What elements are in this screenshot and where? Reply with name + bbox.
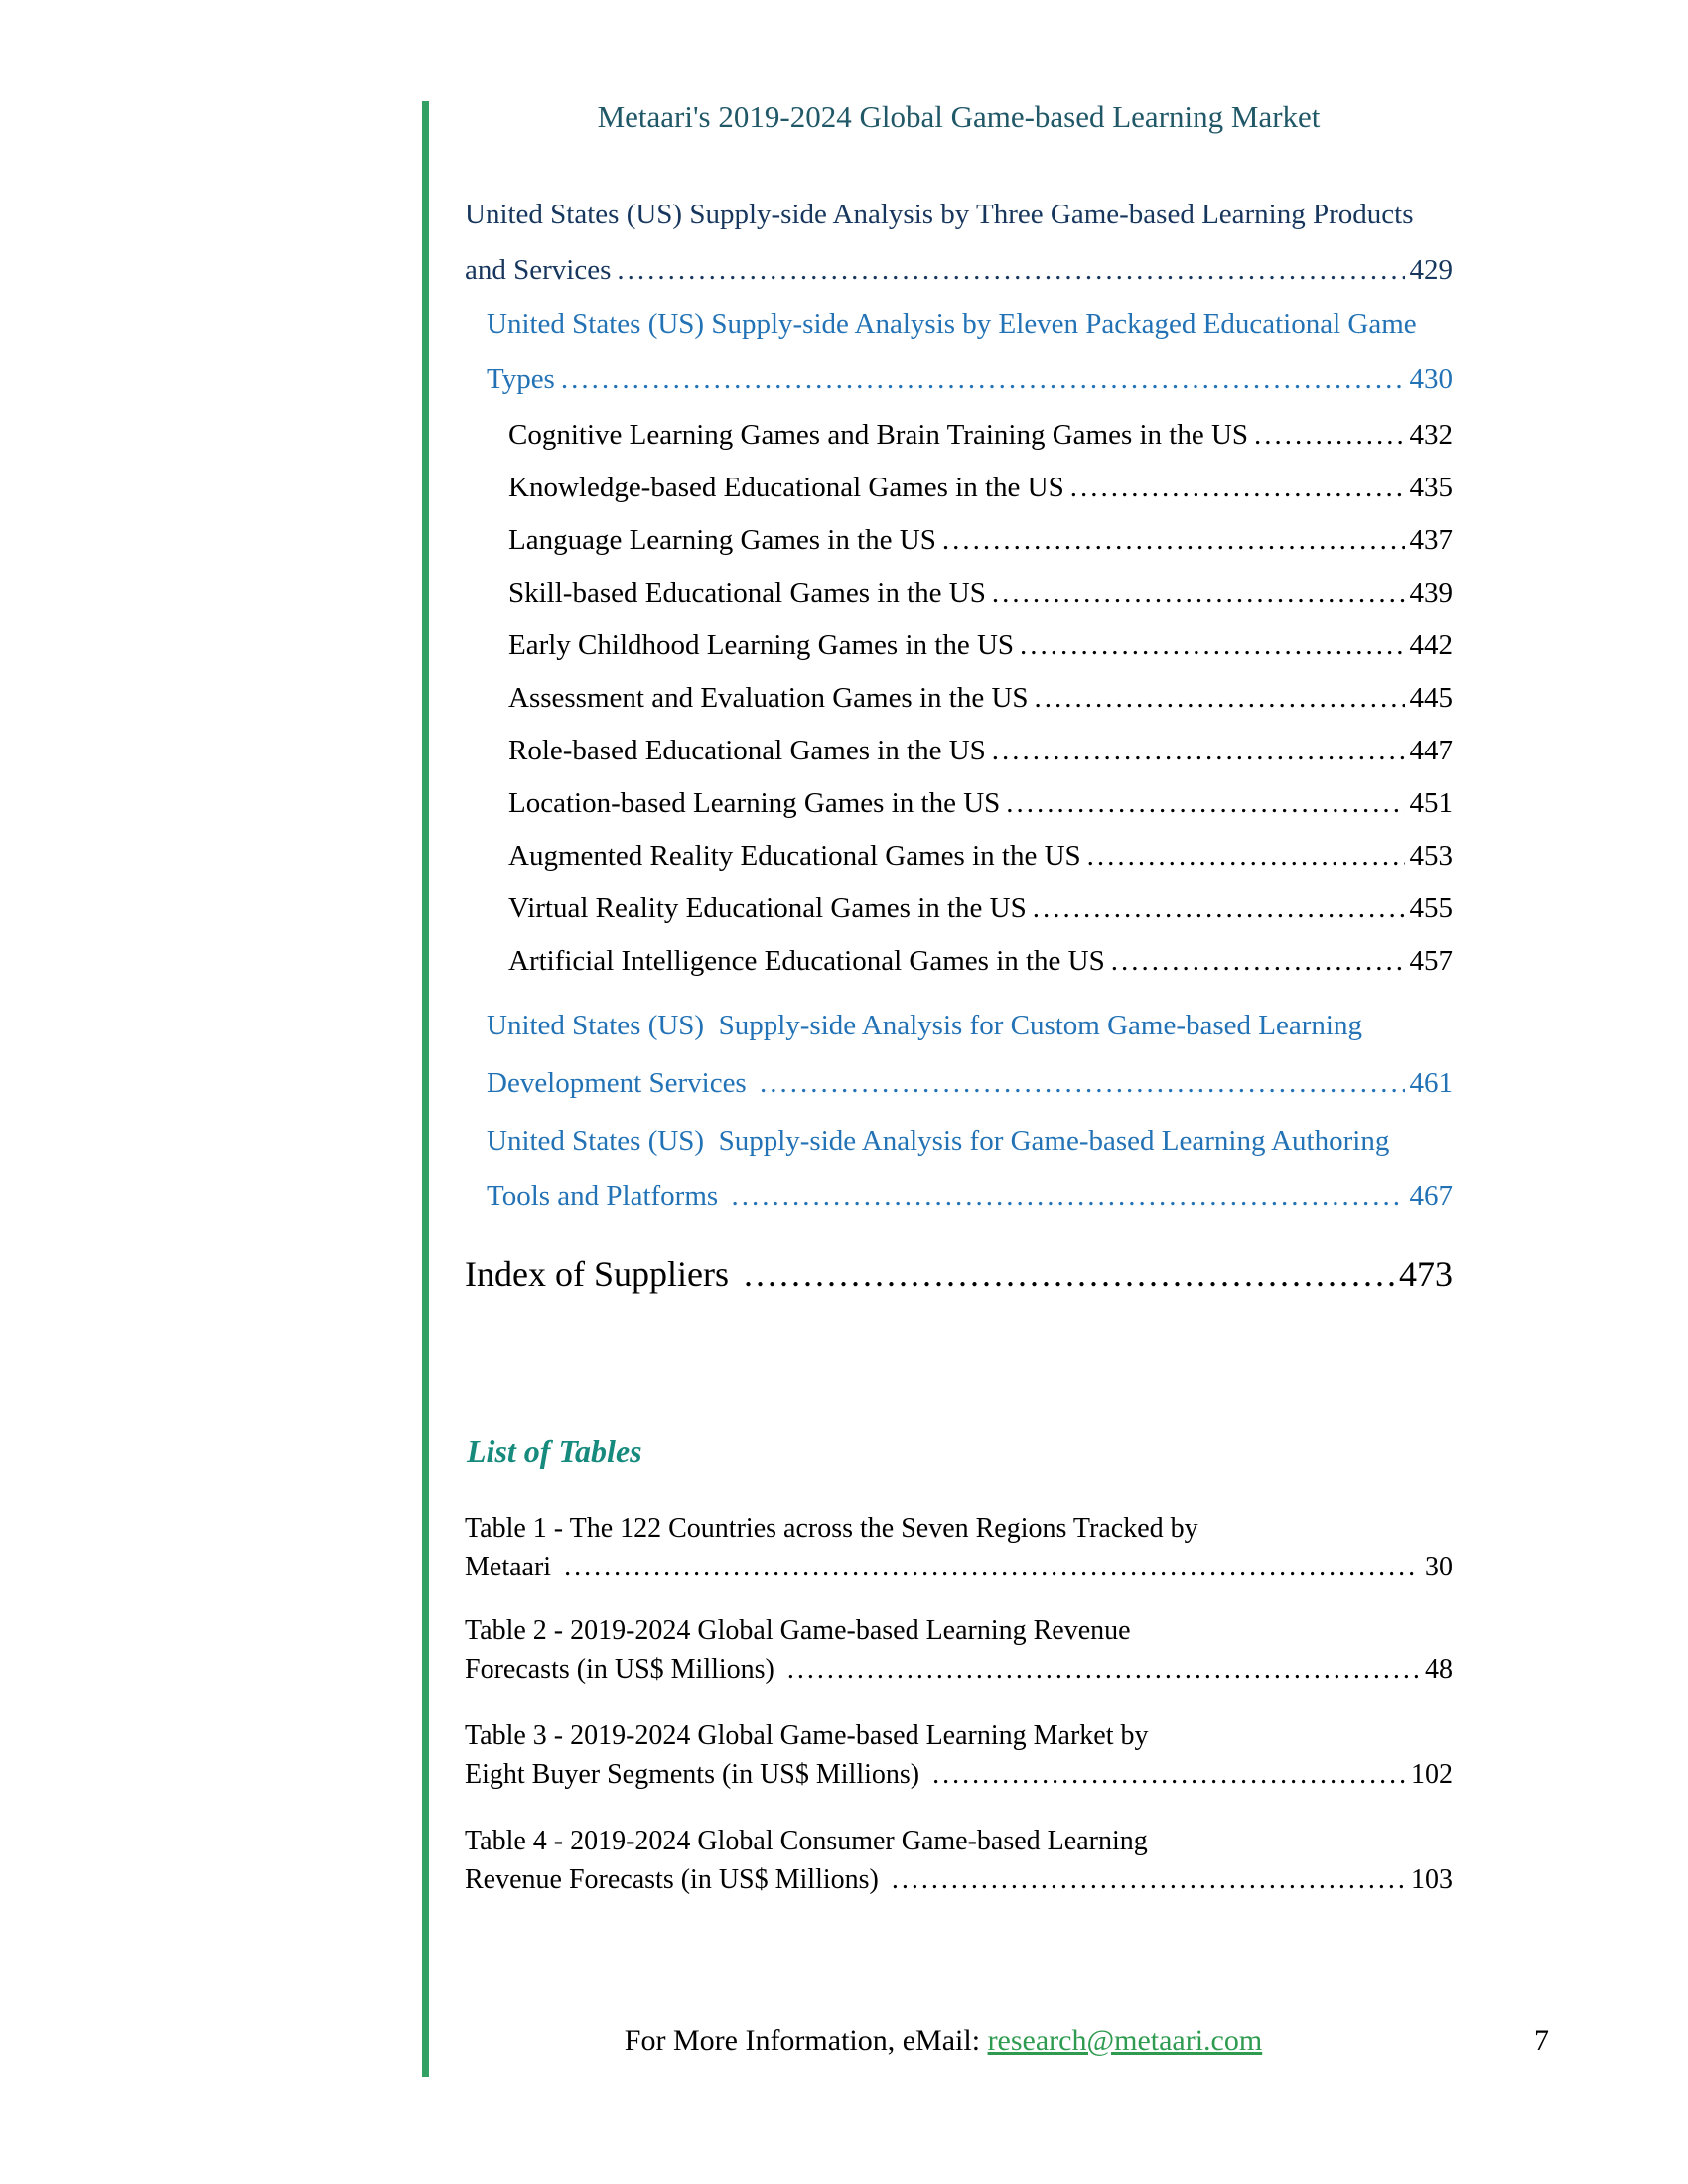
table-page-number: 103	[1411, 1864, 1453, 1895]
table-entry-3-line1[interactable]: Table 3 - 2019-2024 Global Game-based Learning Market by	[465, 1720, 1149, 1751]
toc-entry-early-childhood-games[interactable]	[508, 625, 1453, 665]
table-entry-text: Eight Buyer Segments (in US$ Millions)	[465, 1759, 927, 1790]
toc-page-number: 437	[1409, 524, 1453, 556]
toc-entry-knowledge-games[interactable]	[508, 468, 1453, 507]
toc-page-number: 453	[1409, 840, 1453, 872]
toc-entry-eleven-game-types-line2[interactable]	[487, 359, 1453, 399]
toc-page-number: 451	[1409, 787, 1453, 819]
toc-entry-text: Assessment and Evaluation Games in the US	[508, 682, 1029, 714]
toc-entry-text: Augmented Reality Educational Games in the US	[508, 840, 1081, 872]
toc-page-number: 435	[1409, 472, 1453, 503]
toc-entry-text: Tools and Platforms	[487, 1180, 726, 1212]
toc-entry-text: Language Learning Games in the US	[508, 524, 936, 556]
toc-entry-text: and Services	[465, 254, 612, 286]
toc-page-number: 432	[1409, 419, 1453, 451]
dot-leader	[932, 1756, 1406, 1794]
toc-entry-text: Role-based Educational Games in the US	[508, 735, 986, 766]
toc-entry-custom-development-line2[interactable]	[487, 1063, 1453, 1103]
list-of-tables-heading: List of Tables	[467, 1433, 642, 1469]
toc-entry-three-products-line2[interactable]	[465, 250, 1453, 290]
toc-entry-text: Virtual Reality Educational Games in the US	[508, 892, 1027, 924]
dot-leader	[1006, 783, 1404, 823]
toc-entry-ai-games[interactable]	[508, 941, 1453, 981]
toc-entry-three-products-line1[interactable]: United States (US) Supply-side Analysis by Three Game-based Learning Products	[465, 199, 1414, 230]
toc-entry-text: Location-based Learning Games in the US	[508, 787, 1001, 819]
toc-entry-role-games[interactable]	[508, 731, 1453, 770]
toc-entry-assessment-games[interactable]	[508, 678, 1453, 718]
toc-entry-text: Early Childhood Learning Games in the US	[508, 629, 1015, 661]
dot-leader	[1070, 468, 1405, 507]
dot-leader	[1087, 836, 1405, 876]
table-entry-4-line2[interactable]	[465, 1861, 1453, 1899]
dot-leader	[564, 1549, 1420, 1586]
table-page-number: 30	[1425, 1552, 1453, 1582]
footer-text: For More Information, eMail:	[624, 2024, 988, 2057]
dot-leader	[1035, 678, 1405, 718]
dot-leader	[561, 359, 1405, 399]
table-page-number: 48	[1425, 1654, 1453, 1685]
toc-entry-text: Development Services	[487, 1067, 754, 1099]
dot-leader	[760, 1063, 1405, 1103]
dot-leader	[617, 250, 1404, 290]
table-entry-2-line1[interactable]: Table 2 - 2019-2024 Global Game-based Learning Revenue	[465, 1615, 1131, 1646]
dot-leader	[787, 1651, 1420, 1689]
table-entry-text: Forecasts (in US$ Millions)	[465, 1654, 781, 1685]
footer	[397, 2021, 1489, 2061]
toc-entry-location-games[interactable]	[508, 783, 1453, 823]
toc-entry-text: Cognitive Learning Games and Brain Training Games in the US	[508, 419, 1249, 451]
toc-entry-custom-development-line1[interactable]: United States (US) Supply-side Analysis for Custom Game-based Learning	[487, 1010, 1362, 1041]
dot-leader	[892, 1861, 1406, 1899]
toc-entry-cognitive-games[interactable]	[508, 415, 1453, 455]
toc-entry-virtual-reality-games[interactable]	[508, 888, 1453, 928]
table-page-number: 102	[1411, 1759, 1453, 1790]
toc-entry-authoring-tools-line2[interactable]	[487, 1176, 1453, 1216]
toc-page-number: 467	[1409, 1180, 1453, 1212]
left-accent-bar	[422, 101, 429, 2077]
table-entry-1-line2[interactable]	[465, 1549, 1453, 1586]
table-entry-4-line1[interactable]: Table 4 - 2019-2024 Global Consumer Game-based Learning	[465, 1826, 1148, 1856]
toc-entry-text: Knowledge-based Educational Games in the US	[508, 472, 1064, 503]
toc-entry-skill-games[interactable]	[508, 573, 1453, 613]
footer-email-link[interactable]: research@metaari.com	[987, 2024, 1263, 2057]
table-entry-2-line2[interactable]	[465, 1651, 1453, 1689]
toc-entry-augmented-reality-games[interactable]	[508, 836, 1453, 876]
dot-leader	[992, 731, 1405, 770]
dot-leader	[731, 1176, 1404, 1216]
toc-entry-text: Index of Suppliers	[465, 1254, 738, 1294]
toc-entry-text: Artificial Intelligence Educational Games in the US	[508, 945, 1105, 977]
dot-leader	[1033, 888, 1405, 928]
toc-entry-authoring-tools-line1[interactable]: United States (US) Supply-side Analysis for Game-based Learning Authoring	[487, 1125, 1390, 1157]
table-entry-1-line1[interactable]: Table 1 - The 122 Countries across the Seven Regions Tracked by	[465, 1513, 1198, 1544]
dot-leader	[942, 520, 1405, 560]
dot-leader	[992, 573, 1405, 613]
dot-leader	[1254, 415, 1404, 455]
toc-page-number: 447	[1409, 735, 1453, 766]
toc-page-number: 429	[1409, 254, 1453, 286]
dot-leader	[1111, 941, 1405, 981]
toc-page-number: 445	[1409, 682, 1453, 714]
toc-page-number: 473	[1399, 1254, 1453, 1294]
table-entry-text: Revenue Forecasts (in US$ Millions)	[465, 1864, 886, 1895]
toc-entry-eleven-game-types-line1[interactable]: United States (US) Supply-side Analysis by Eleven Packaged Educational Game	[487, 308, 1417, 340]
running-header: Metaari's 2019-2024 Global Game-based Learning Market	[597, 99, 1321, 134]
toc-entry-text: Skill-based Educational Games in the US	[508, 577, 986, 609]
toc-entry-text: Types	[487, 363, 555, 395]
toc-entry-language-games[interactable]	[508, 520, 1453, 560]
toc-entry-index-of-suppliers[interactable]	[465, 1249, 1453, 1298]
dot-leader	[744, 1249, 1394, 1298]
toc-page-number: 442	[1409, 629, 1453, 661]
toc-page-number: 455	[1409, 892, 1453, 924]
page-number: 7	[1534, 2024, 1549, 2057]
toc-page-number: 457	[1409, 945, 1453, 977]
toc-page-number: 430	[1409, 363, 1453, 395]
table-entry-3-line2[interactable]	[465, 1756, 1453, 1794]
dot-leader	[1020, 625, 1404, 665]
toc-page-number: 461	[1409, 1067, 1453, 1099]
table-entry-text: Metaari	[465, 1552, 559, 1582]
toc-page-number: 439	[1409, 577, 1453, 609]
